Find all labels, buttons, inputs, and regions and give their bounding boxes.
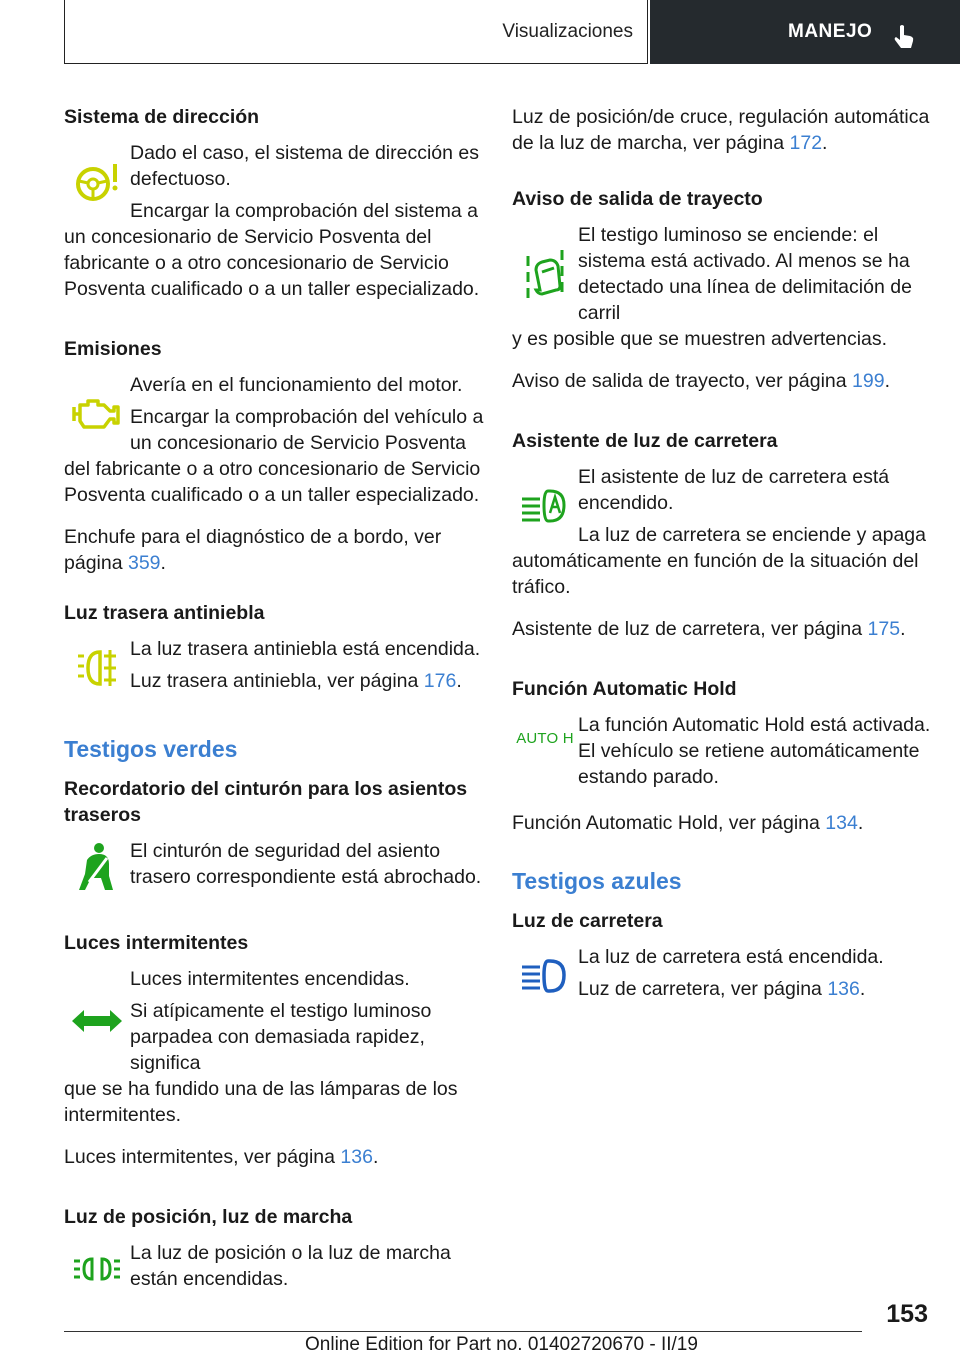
diagnostic-ref: Enchufe para el diagnóstico de a bordo, ver página 359.	[64, 526, 442, 574]
footer-divider	[64, 1331, 862, 1332]
page-link[interactable]: 175	[867, 618, 901, 640]
auto-hold-icon: AUTO H	[516, 730, 574, 747]
entry-steering: Sistema de dirección Dado el caso, el sistema de dirección es defectuoso. Encargar la comprobación del sistema a un concesionario de Servicio Posventa del fabricante o a otro concesionario de Servicio Posventa cualificado o a un taller especializado.	[64, 104, 484, 302]
entry-autohold: Función Automatic Hold AUTO H La función Automatic Hold está activada. El vehículo se retiene automáticamente estando parado.	[512, 678, 931, 788]
page-link[interactable]: 134	[825, 812, 858, 834]
page-link[interactable]: 136	[827, 978, 860, 1000]
entry-position-light: Luz de posición, luz de marcha La luz de posición o la luz de marcha están encendidas.	[64, 1204, 484, 1298]
page-link[interactable]: 199	[852, 370, 885, 392]
steering-warning-icon	[71, 160, 123, 204]
page-link[interactable]: 172	[789, 132, 823, 154]
high-beam-assist-icon	[520, 487, 570, 525]
green-indicators-heading: Testigos verdes	[64, 736, 238, 762]
blue-indicators-heading: Testigos azules	[512, 868, 682, 894]
indicators-ref: Luces intermitentes, ver página 136.	[64, 1146, 379, 1168]
right-column	[512, 104, 932, 1042]
page-link[interactable]: 136	[340, 1146, 373, 1168]
entry-title: Luz de carretera	[512, 910, 663, 932]
page-link[interactable]: 359	[127, 552, 161, 574]
entry-indicators: Luces intermitentes Luces intermitentes encendidas. Si atípicamente el testigo luminoso parpadea con demasiada rapidez, significa que se ha fundido una de las lámparas de los intermitentes.	[64, 930, 484, 1128]
entry-title: Luces intermitentes	[64, 932, 249, 954]
footer-edition: Online Edition for Part no. 01402720670 - II/19	[305, 1334, 698, 1355]
entry-title: Recordatorio del cinturón para los asientos traseros	[64, 778, 468, 826]
turn-signal-icon	[70, 1008, 124, 1034]
entry-title: Emisiones	[64, 338, 162, 360]
entry-highbeam-assist: Asistente de luz de carretera El asistente de luz de carretera está encendido. La luz de carretera se enciende y apaga automáticamente en función de la situación del tráfico.	[512, 428, 932, 600]
entry-title: Asistente de luz de carretera	[512, 430, 778, 452]
entry-title: Luz trasera antiniebla	[64, 602, 265, 624]
highbeam-assist-ref: Asistente de luz de carretera, ver página 175.	[512, 618, 906, 640]
lane-ref: Aviso de salida de trayecto, ver página 199.	[512, 370, 890, 392]
engine-icon	[72, 397, 122, 431]
section-title: Visualizaciones	[64, 0, 648, 64]
entry-emissions: Emisiones Avería en el funcionamiento del motor. Encargar la comprobación del vehículo a un concesionario de Servicio Posventa del fabricante o a otro concesionario de Servicio Posventa cualificado o a un taller especializado.	[64, 338, 484, 506]
entry-highbeam: Luz de carretera La luz de carretera está encendida. Luz de carretera, ver página 136.	[512, 908, 932, 1008]
rear-fog-light-icon	[74, 648, 120, 688]
entry-rear-fog: Luz trasera antiniebla La luz trasera antiniebla está encendida. Luz trasera antiniebla, ver página 176.	[64, 600, 484, 700]
autohold-ref: Función Automatic Hold, ver página 134.	[512, 812, 864, 834]
left-column	[64, 104, 484, 1332]
chapter-tab[interactable]	[650, 0, 960, 64]
position-light-ref: Luz de posición/de cruce, regulación automática de la luz de marcha, ver página 172.	[512, 106, 930, 154]
entry-lane-departure: Aviso de salida de trayecto El testigo luminoso se enciende: el sistema está activado. Al menos se ha detectado una línea de delimitación de carril y es posible que se muestren advertencias.	[512, 186, 932, 352]
entry-title: Función Automatic Hold	[512, 678, 737, 700]
high-beam-icon	[520, 957, 570, 995]
position-light-icon	[72, 1255, 122, 1283]
entry-title: Luz de posición, luz de marcha	[64, 1206, 353, 1228]
seatbelt-icon	[77, 842, 117, 892]
page-number: 153	[886, 1300, 928, 1328]
page-header	[64, 0, 960, 64]
page-link[interactable]: 176	[423, 670, 457, 692]
lane-departure-icon	[522, 246, 568, 302]
entry-title: Sistema de dirección	[64, 106, 260, 128]
entry-title: Aviso de salida de trayecto	[512, 188, 763, 210]
pointing-hand-icon	[894, 24, 916, 50]
chapter-title: MANEJO	[788, 21, 873, 42]
entry-belt: Recordatorio del cinturón para los asientos traseros El cinturón de seguridad del asiento trasero correspondiente está abrochado.	[64, 776, 484, 896]
